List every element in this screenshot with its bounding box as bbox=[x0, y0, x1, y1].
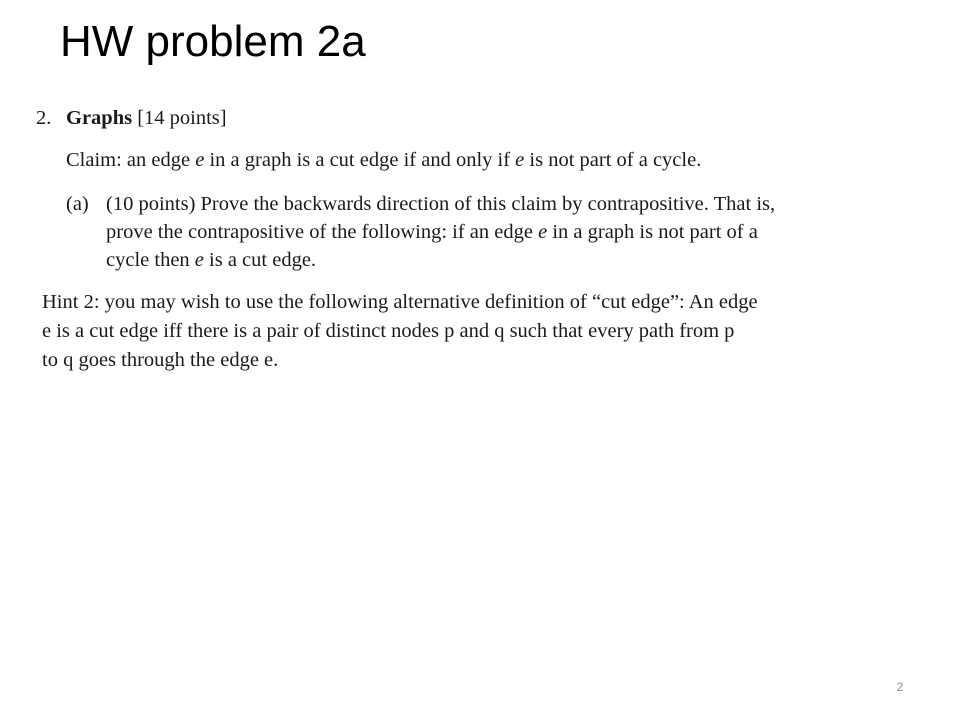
claim-segment: is not part of a cycle. bbox=[524, 149, 702, 171]
hint-line-2: e is a cut edge iff there is a pair of distinct nodes p and q such that every path from p bbox=[42, 320, 735, 342]
part-a-variable-e: e bbox=[194, 249, 204, 271]
claim-variable-e: e bbox=[195, 149, 205, 171]
page-number: 2 bbox=[896, 680, 904, 694]
problem-points: [14 points] bbox=[132, 107, 227, 129]
part-a-label: (a) bbox=[66, 193, 89, 215]
claim-variable-e: e bbox=[515, 149, 525, 171]
part-a-line-3 bbox=[106, 246, 906, 274]
part-a-variable-e: e bbox=[538, 221, 548, 243]
hint-line-1: Hint 2: you may wish to use the following alternative definition of “cut edge”: An edge bbox=[42, 291, 758, 313]
claim-segment: in a graph is a cut edge if and only if bbox=[204, 149, 516, 171]
part-a-segment: in a graph is not part of a bbox=[547, 221, 758, 243]
hint-block bbox=[42, 288, 902, 375]
part-a-segment: prove the contrapositive of the following: if an edge bbox=[106, 221, 539, 243]
part-a-line-1: (10 points) Prove the backwards direction of this claim by contrapositive. That is, bbox=[106, 193, 776, 215]
problem-number: 2. bbox=[36, 107, 52, 129]
hint-line-3: to q goes through the edge e. bbox=[42, 349, 279, 371]
problem-name: Graphs bbox=[66, 107, 133, 129]
slide-title: HW problem 2a bbox=[60, 17, 366, 66]
claim-text bbox=[66, 146, 916, 174]
problem-heading bbox=[36, 104, 916, 132]
part-a-text bbox=[106, 190, 906, 274]
claim-segment: Claim: an edge bbox=[66, 149, 196, 171]
part-a-segment: cycle then bbox=[106, 249, 195, 271]
part-a bbox=[66, 190, 916, 274]
problem-statement bbox=[36, 104, 916, 274]
part-a-line-2 bbox=[106, 218, 906, 246]
part-a-segment: is a cut edge. bbox=[203, 249, 317, 271]
